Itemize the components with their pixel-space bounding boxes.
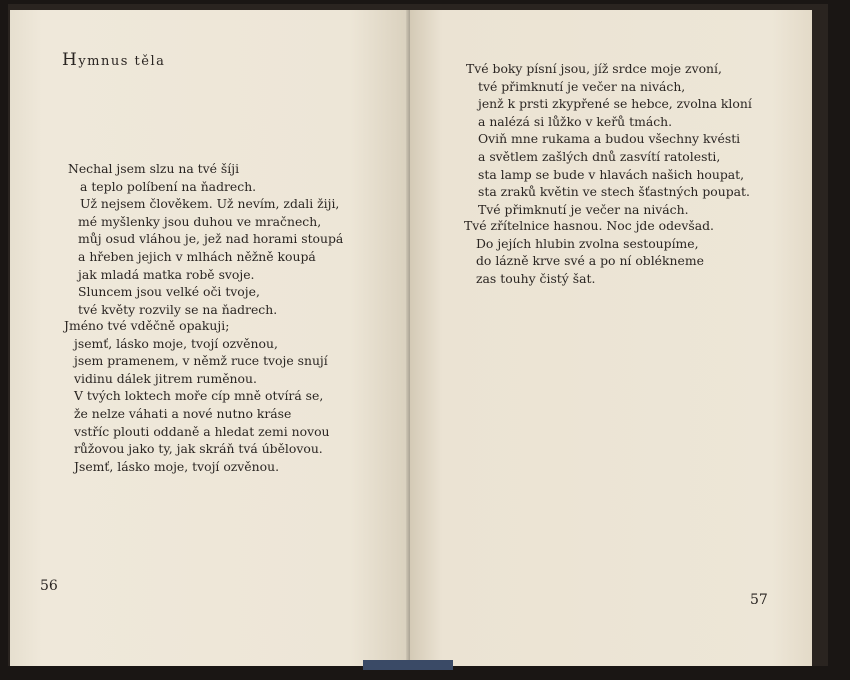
poem-line: Sluncem jsou velké oči tvoje,	[78, 284, 260, 300]
poem-line: můj osud vláhou je, jež nad horami stoupá	[78, 231, 344, 247]
poem-line: a teplo políbení na ňadrech.	[80, 178, 257, 194]
open-book	[8, 4, 828, 666]
poem-line: jenž k prsti zkypřené se hebce, zvolna kloní	[478, 96, 752, 112]
poem-line: Do jejích hlubin zvolna sestoupíme,	[476, 235, 699, 251]
poem-line: jsem pramenem, v němž ruce tvoje snují	[74, 353, 328, 369]
poem-line: sta zraků květin ve stech šťastných poupat.	[478, 184, 750, 200]
poem-line: a světlem zašlých dnů zasvítí ratolesti,	[478, 148, 721, 164]
left-stanza-1	[68, 160, 343, 318]
poem-line: mé myšlenky jsou duhou ve mračnech,	[78, 213, 322, 229]
poem-line: a nalézá si lůžko v keřů tmách.	[478, 113, 673, 129]
poem-line: jsemť, lásko moje, tvojí ozvěnou,	[74, 335, 278, 351]
page-number-right: 57	[750, 592, 768, 608]
poem-line: Tvé zřítelnice hasnou. Noc jde odevšad.	[464, 218, 714, 233]
poem-title: Hymnus těla	[62, 50, 166, 70]
poem-line: Tvé přimknutí je večer na nivách.	[478, 201, 689, 217]
poem-line: Jméno tvé vděčně opakuji;	[64, 318, 230, 333]
poem-line: vstříc plouti oddaně a hledat zemi novou	[74, 423, 330, 439]
poem-line: a hřeben jejich v mlhách něžně koupá	[78, 248, 316, 264]
poem-line: Nechal jsem slzu na tvé šíji	[68, 161, 240, 176]
right-stanza-2	[464, 217, 714, 287]
poem-line: Už nejsem člověkem. Už nevím, zdali žiji,	[80, 196, 340, 212]
poem-line: zas touhy čistý šat.	[476, 270, 596, 286]
right-page	[410, 10, 812, 666]
right-stanza-1	[466, 60, 752, 218]
poem-line: Jsemť, lásko moje, tvojí ozvěnou.	[74, 458, 280, 474]
page-number-left: 56	[40, 578, 58, 594]
poem-line: do lázně krve své a po ní oblékneme	[476, 253, 704, 269]
binding-band	[363, 660, 453, 670]
left-page	[10, 10, 410, 666]
poem-line: sta lamp se bude v hlavách našich houpat,	[478, 166, 745, 182]
left-stanza-2	[64, 317, 330, 475]
poem-line: Oviň mne rukama a budou všechny kvésti	[478, 131, 741, 147]
poem-line: tvé přimknutí je večer na nivách,	[478, 78, 686, 94]
poem-line: že nelze váhati a nové nutno kráse	[74, 405, 292, 421]
poem-line: vidinu dálek jitrem ruměnou.	[74, 370, 257, 386]
poem-line: V tvých loktech moře cíp mně otvírá se,	[74, 388, 324, 404]
poem-line: růžovou jako ty, jak skráň tvá úbělovou.	[74, 441, 323, 457]
poem-line: jak mladá matka robě svoje.	[78, 266, 255, 282]
poem-line: tvé květy rozvily se na ňadrech.	[78, 301, 278, 317]
poem-line: Tvé boky písní jsou, jíž srdce moje zvoní,	[466, 61, 722, 76]
